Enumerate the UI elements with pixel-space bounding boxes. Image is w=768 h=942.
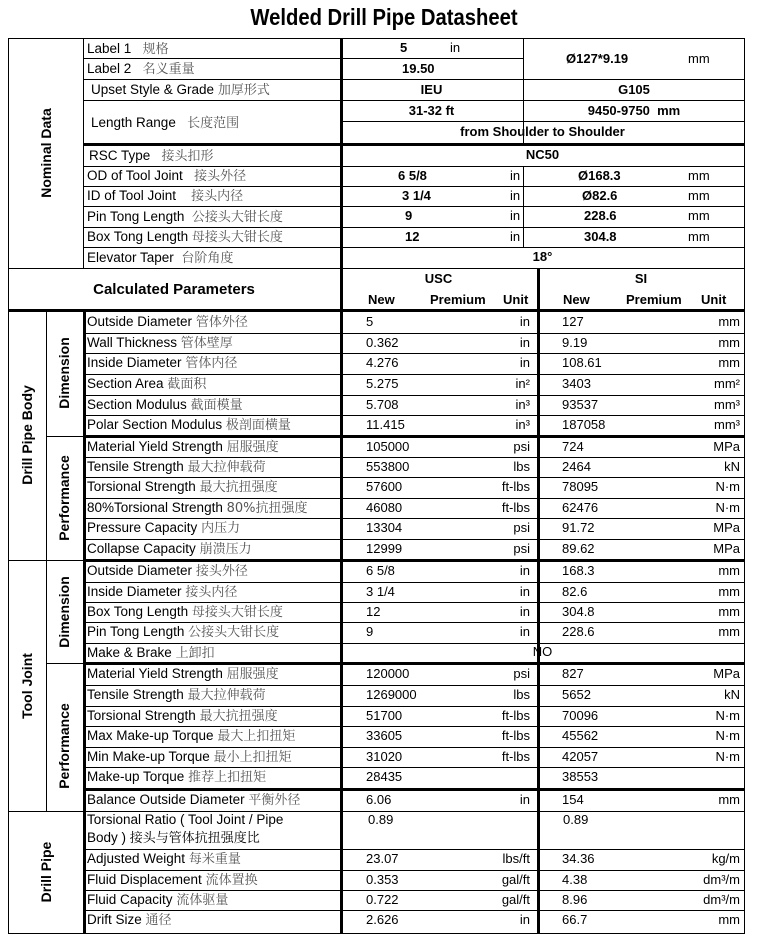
usc-unit: in [519,912,530,927]
elevator-taper-value: 18° [532,249,553,264]
make-brake-label: Make & Brake 上卸扣 [87,645,215,661]
upset-style-value: IEU [420,82,443,97]
row-label: Inside Diameter 接头内径 [87,584,238,600]
length-range-usc: 31-32 ft [408,103,455,118]
divider [46,560,83,561]
usc-unit: in³ [515,397,530,412]
usc-header: USC [424,271,453,286]
make-brake-value: NO [532,644,553,659]
usc-new-value: 12 [366,604,381,619]
subcategory-dimension: Dimension [56,337,72,409]
si-unit: N·m [715,728,740,743]
row-label: ID of Tool Joint 接头内径 [87,188,244,204]
usc-new-value: 9 [366,624,374,639]
usc-unit: in³ [515,417,530,432]
si-unit: mm [718,792,740,807]
divider [46,436,83,437]
label1-row-label: Label 1 规格 [87,41,169,57]
usc-new-value: 3 1/4 [366,584,395,599]
si-new-value: 62476 [562,500,599,515]
si-value: Ø168.3 [578,168,621,183]
upset-row-label: Upset Style & Grade 加厚形式 [91,82,270,98]
usc-unit: in [519,624,530,639]
divider [46,663,83,664]
si-new-value: 45562 [562,728,599,743]
si-unit: N·m [715,708,740,723]
row-label: Material Yield Strength 屈服强度 [87,666,279,682]
si-new-value: 304.8 [562,604,595,619]
torsional-ratio-label: Torsional Ratio ( Tool Joint / Pipe Body ) 接头与管体抗扭强度比 [87,812,284,846]
usc-new-value: 5 [366,314,374,329]
category-nominal-data: Nominal Data [38,108,54,198]
usc-unit: gal/ft [501,892,530,907]
row-label: 80%Torsional Strength 80%抗扭强度 [87,500,308,516]
si-unit: mm [688,188,710,203]
row-label: Collapse Capacity 崩溃压力 [87,541,252,557]
usc-unit: in [519,563,530,578]
row-label: Material Yield Strength 屈服强度 [87,439,279,455]
row-label: Make-up Torque 推荐上扣扭矩 [87,769,267,785]
si-unit: mm [718,604,740,619]
row-label: Inside Diameter 管体内径 [87,355,238,371]
label2-row-label: Label 2 名义重量 [87,61,195,77]
si-unit: mm [718,563,740,578]
subcategory-performance: Performance [56,455,72,541]
si-new-value: 38553 [562,769,599,784]
usc-value: 9 [405,208,413,223]
si-new-value: 154 [562,792,584,807]
si-unit: mm [688,208,710,223]
grade-value: G105 [618,82,650,97]
si-unit: kg/m [711,851,740,866]
row-label: Tensile Strength 最大拉伸载荷 [87,459,266,475]
si-new-value: 8.96 [562,892,588,907]
row-label: Pressure Capacity 内压力 [87,520,241,536]
row-label: OD of Tool Joint 接头外径 [87,168,247,184]
usc-new-value: 553800 [366,459,410,474]
usc-unit: ft-lbs [501,728,530,743]
usc-unit: gal/ft [501,872,530,887]
si-new-value: 34.36 [562,851,595,866]
category-drill-pipe-body: Drill Pipe Body [19,385,35,485]
si-unit: MPa [713,520,740,535]
row-label: Pin Tong Length 公接头大钳长度 [87,209,283,225]
si-unit: MPa [713,541,740,556]
usc-unit: in [510,168,521,183]
usc-value: 6 5/8 [398,168,427,183]
si-unit: mm [718,335,740,350]
si-new-value: 70096 [562,708,599,723]
row-label: Outside Diameter 接头外径 [87,563,248,579]
length-range-si: 9450-9750 mm [587,103,681,118]
si-header: SI [634,271,648,286]
si-unit: kN [724,459,740,474]
usc-unit: psi [513,666,530,681]
si-new-value: 5652 [562,687,591,702]
row-label: Section Area 截面积 [87,376,207,392]
usc-new-value: 120000 [366,666,410,681]
si-new-value: 3403 [562,376,591,391]
usc-new-value: 5.708 [366,397,399,412]
usc-new-value: 0.362 [366,335,399,350]
usc-new-value: 13304 [366,520,403,535]
si-unit: mm² [714,376,740,391]
si-new-value: 93537 [562,397,599,412]
si-unit: N·m [715,479,740,494]
usc-new-value: 2.626 [366,912,399,927]
row-label: Drift Size 通径 [87,912,172,928]
usc-new-value: 1269000 [366,687,417,702]
usc-unit: lbs [513,687,530,702]
usc-new-value: 4.276 [366,355,399,370]
label-si-value: Ø127*9.19 [566,51,629,66]
si-new-value: 9.19 [562,335,588,350]
si-new-value: 78095 [562,479,599,494]
row-label: Wall Thickness 管体壁厚 [87,335,233,351]
rsc-type-label: RSC Type 接头扣形 [89,148,214,164]
usc-new-header: New [368,292,395,307]
page-title: Welded Drill Pipe Datasheet [250,4,518,30]
usc-unit: lbs/ft [502,851,530,866]
usc-unit: ft-lbs [501,479,530,494]
label2-usc-value: 19.50 [402,61,435,76]
usc-unit: in [519,604,530,619]
si-unit: dm³/m [703,872,740,887]
usc-new-value: 5.275 [366,376,399,391]
category-drill-pipe: Drill Pipe [38,841,54,903]
subcategory-performance: Performance [56,703,72,789]
si-unit: N·m [715,749,740,764]
divider [8,560,46,561]
row-label: Torsional Strength 最大抗扭强度 [87,479,278,495]
divider [83,38,84,268]
usc-unit: ft-lbs [501,749,530,764]
usc-new-value: 57600 [366,479,403,494]
si-new-value: 724 [562,439,584,454]
subcategory-dimension: Dimension [56,576,72,648]
usc-unit: in [519,335,530,350]
torsional-ratio-usc: 0.89 [368,812,394,827]
usc-new-value: 33605 [366,728,403,743]
usc-new-value: 31020 [366,749,403,764]
label1-usc-unit: in [450,40,461,55]
row-label: Polar Section Modulus 极剖面横量 [87,417,291,433]
usc-unit: lbs [513,459,530,474]
usc-unit: in [510,229,521,244]
si-value: Ø82.6 [582,188,618,203]
si-unit: mm [688,168,710,183]
usc-unit: in [519,314,530,329]
usc-unit-header: Unit [503,292,529,307]
category-tool-joint: Tool Joint [19,653,35,719]
usc-unit: in [519,355,530,370]
si-unit-header: Unit [701,292,727,307]
row-label: Balance Outside Diameter 平衡外径 [87,792,301,808]
row-label: Pin Tong Length 公接头大钳长度 [87,624,280,640]
si-new-value: 91.72 [562,520,595,535]
si-unit: mm [718,355,740,370]
usc-new-value: 46080 [366,500,403,515]
usc-premium-header: Premium [430,292,486,307]
si-new-value: 228.6 [562,624,595,639]
si-new-value: 89.62 [562,541,595,556]
usc-unit: ft-lbs [501,500,530,515]
row-label: Fluid Displacement 流体置换 [87,872,258,888]
si-new-header: New [563,292,590,307]
usc-unit: in [510,188,521,203]
si-unit: dm³/m [703,892,740,907]
rsc-type-value: NC50 [525,147,560,162]
si-unit: mm [718,584,740,599]
si-unit: mm [688,229,710,244]
si-new-value: 2464 [562,459,591,474]
usc-unit: in² [515,376,530,391]
row-label: Fluid Capacity 流体驱量 [87,892,229,908]
usc-new-value: 0.722 [366,892,399,907]
torsional-ratio-si: 0.89 [563,812,589,827]
si-new-value: 108.61 [562,355,602,370]
usc-new-value: 11.415 [366,417,405,432]
row-label: Min Make-up Torque 最小上扣扭矩 [87,749,292,765]
row-label: Torsional Strength 最大抗扭强度 [87,708,278,724]
usc-unit: psi [513,520,530,535]
row-label: Box Tong Length 母接头大钳长度 [87,604,283,620]
usc-new-value: 28435 [366,769,403,784]
si-new-value: 82.6 [562,584,588,599]
si-new-value: 127 [562,314,584,329]
si-unit: N·m [715,500,740,515]
row-label: Box Tong Length 母接头大钳长度 [87,229,283,245]
length-range-label: Length Range 长度范围 [91,115,240,131]
usc-value: 3 1/4 [402,188,431,203]
si-unit: MPa [713,666,740,681]
row-label: Tensile Strength 最大拉伸载荷 [87,687,266,703]
si-new-value: 827 [562,666,584,681]
si-value: 304.8 [584,229,617,244]
usc-new-value: 0.353 [366,872,399,887]
usc-new-value: 12999 [366,541,403,556]
si-new-value: 66.7 [562,912,588,927]
si-unit: mm [718,314,740,329]
usc-unit: in [510,208,521,223]
si-unit: mm [718,912,740,927]
row-label: Outside Diameter 管体外径 [87,314,248,330]
usc-new-value: 23.07 [366,851,399,866]
si-value: 228.6 [584,208,617,223]
si-new-value: 168.3 [562,563,595,578]
usc-new-value: 105000 [366,439,410,454]
si-new-value: 42057 [562,749,599,764]
elevator-taper-label: Elevator Taper 台阶角度 [87,250,234,266]
si-unit: mm³ [714,417,740,432]
si-unit: mm³ [714,397,740,412]
si-unit: MPa [713,439,740,454]
length-range-note: from Shoulder to Shoulder [460,124,625,139]
label1-usc-value: 5 [400,40,408,55]
si-unit: mm [718,624,740,639]
usc-unit: in [519,584,530,599]
usc-new-value: 6 5/8 [366,563,395,578]
usc-unit: in [519,792,530,807]
usc-value: 12 [405,229,420,244]
usc-new-value: 51700 [366,708,403,723]
row-label: Max Make-up Torque 最大上扣扭矩 [87,728,296,744]
divider [537,268,540,934]
si-unit: kN [724,687,740,702]
row-label: Section Modulus 截面模量 [87,397,243,413]
si-premium-header: Premium [626,292,682,307]
usc-unit: ft-lbs [501,708,530,723]
si-new-value: 4.38 [562,872,588,887]
label-si-unit: mm [688,51,710,66]
usc-new-value: 6.06 [366,792,392,807]
usc-unit: psi [513,439,530,454]
row-label: Adjusted Weight 每米重量 [87,851,241,867]
si-new-value: 187058 [562,417,606,432]
calc-params-title: Calculated Parameters [93,281,255,298]
usc-unit: psi [513,541,530,556]
